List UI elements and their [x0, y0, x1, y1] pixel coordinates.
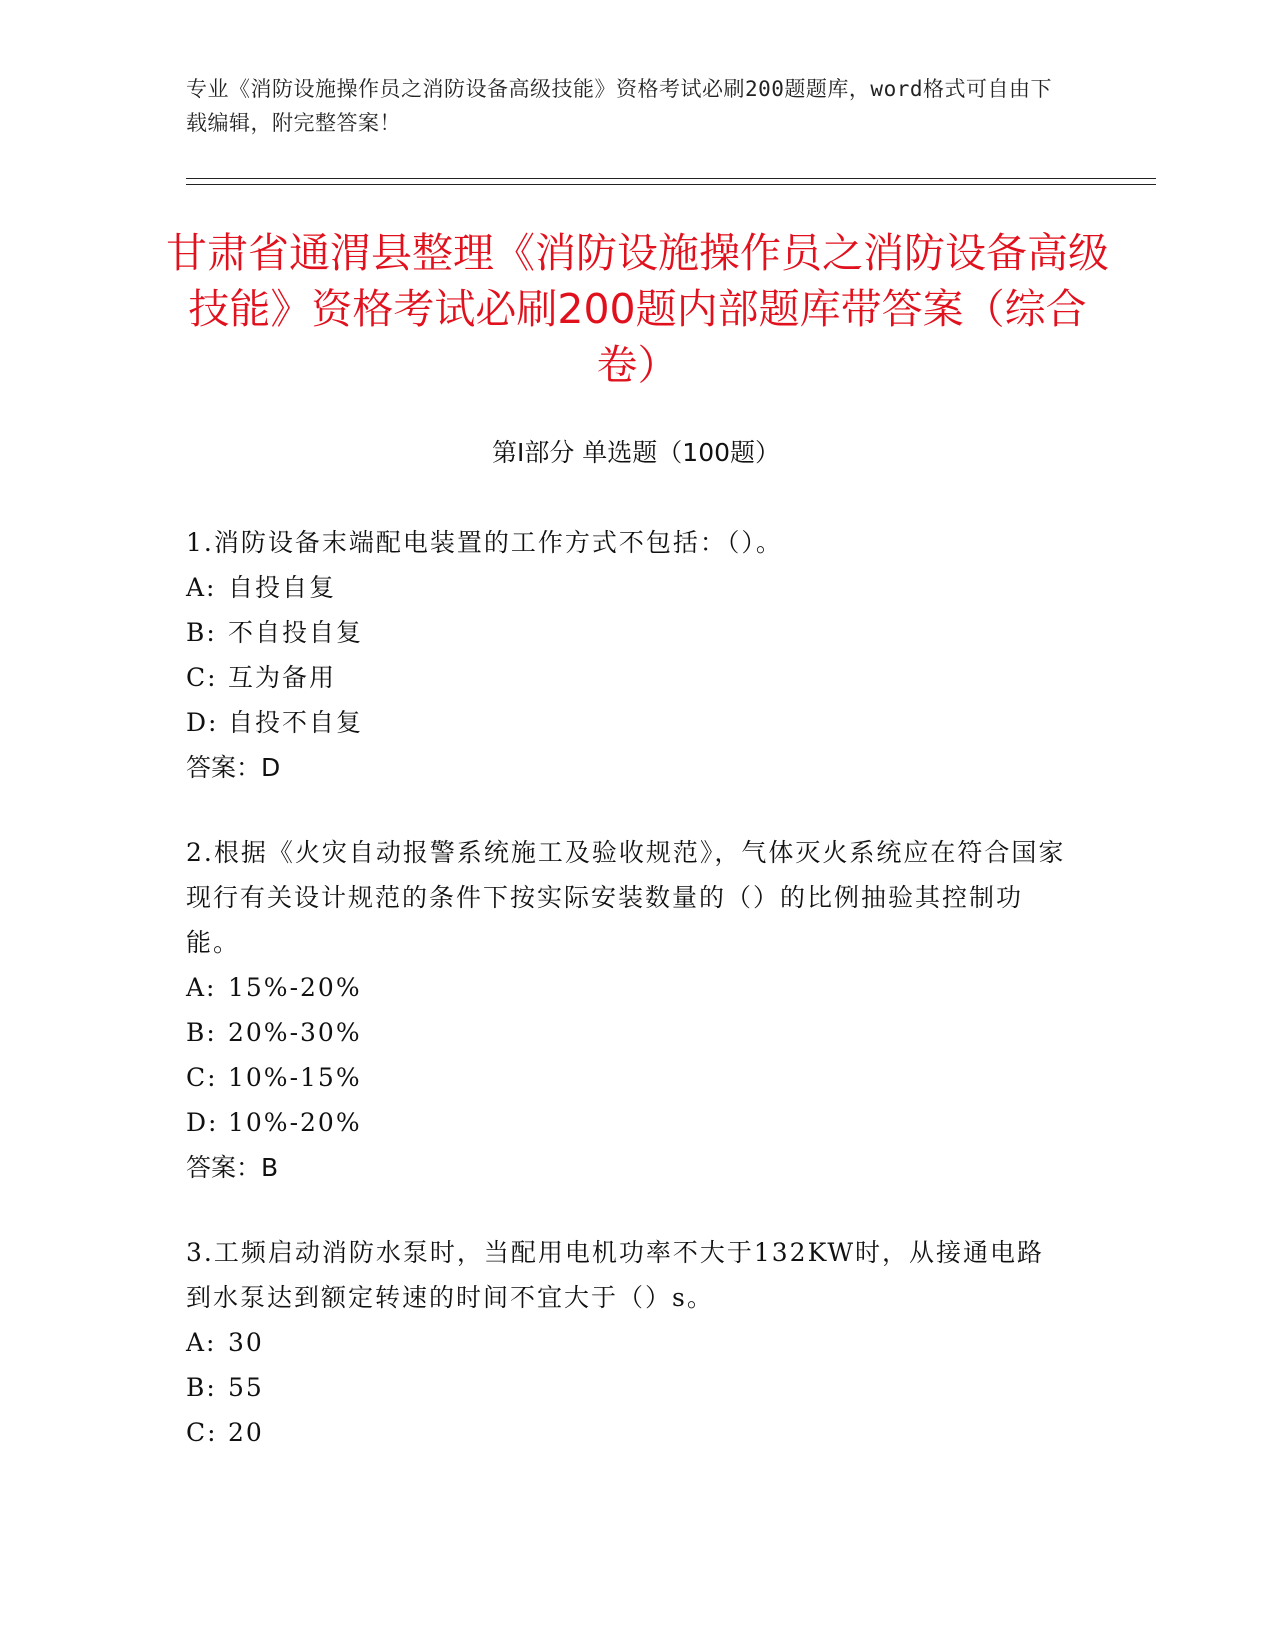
section-title: 第Ⅰ部分 单选题（100题）	[491, 438, 781, 467]
question-stem: 2.根据《火灾自动报警系统施工及验收规范》，气体灭火系统应在符合国家现行有关设计规范的条件下按实际安装数量的（）的比例抽验其控制功能。	[186, 838, 1066, 957]
answer-line: 答案：B	[186, 1153, 279, 1182]
question-1	[186, 520, 1066, 790]
option-letter: B:	[186, 1018, 217, 1047]
question-stem: 1.消防设备末端配电装置的工作方式不包括：（）。	[186, 528, 783, 557]
header-divider-bottom	[186, 184, 1156, 185]
option-letter: B:	[186, 1373, 217, 1402]
option-text: 15%-20%	[228, 973, 362, 1002]
option-text: 10%-15%	[228, 1063, 362, 1092]
option-text: 不自投自复	[228, 618, 364, 647]
option-letter: C:	[186, 663, 218, 692]
option-letter: A:	[186, 1328, 217, 1357]
option-d	[186, 700, 1066, 745]
option-text: 自投自复	[228, 573, 337, 602]
option-text: 30	[228, 1328, 264, 1357]
option-text: 自投不自复	[228, 708, 364, 737]
option-letter: D:	[186, 1108, 219, 1137]
question-list	[186, 520, 1066, 1495]
option-a	[186, 965, 1066, 1010]
option-d	[186, 1100, 1066, 1145]
question-3	[186, 1230, 1066, 1455]
option-letter: D:	[186, 708, 219, 737]
question-2	[186, 830, 1066, 1190]
option-letter: C:	[186, 1418, 218, 1447]
option-c	[186, 1410, 1066, 1455]
option-letter: A:	[186, 573, 217, 602]
option-letter: B:	[186, 618, 217, 647]
question-stem: 3.工频启动消防水泵时，当配用电机功率不大于132KW时，从接通电路到水泵达到额定转速的时间不宜大于（）s。	[186, 1238, 1045, 1312]
option-letter: A:	[186, 973, 217, 1002]
header-divider-top	[186, 178, 1156, 179]
option-c	[186, 1055, 1066, 1100]
option-b	[186, 1010, 1066, 1055]
option-a	[186, 565, 1066, 610]
option-text: 55	[228, 1373, 264, 1402]
header-note: 专业《消防设施操作员之消防设备高级技能》资格考试必刷200题题库，word格式可自由下载编辑，附完整答案！	[186, 77, 1052, 135]
option-b	[186, 610, 1066, 655]
option-text: 20	[228, 1418, 264, 1447]
option-b	[186, 1365, 1066, 1410]
document-title: 甘肃省通渭县整理《消防设施操作员之消防设备高级技能》资格考试必刷200题内部题库带答案（综合卷）	[166, 229, 1109, 389]
option-a	[186, 1320, 1066, 1365]
option-text: 20%-30%	[228, 1018, 362, 1047]
option-c	[186, 655, 1066, 700]
answer-line: 答案：D	[186, 753, 281, 782]
option-letter: C:	[186, 1063, 218, 1092]
option-text: 互为备用	[228, 663, 337, 692]
option-text: 10%-20%	[228, 1108, 362, 1137]
